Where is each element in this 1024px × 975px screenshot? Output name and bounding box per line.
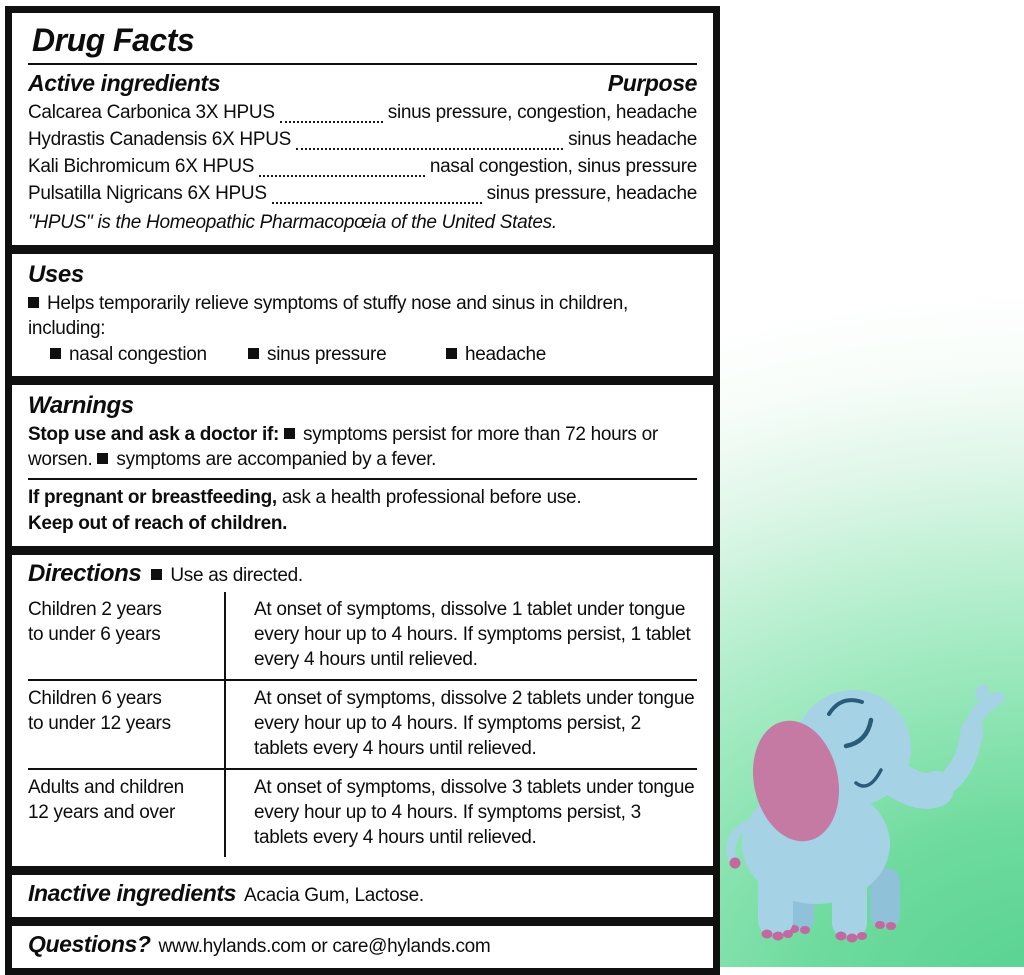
active-ingredient-row <box>28 181 697 208</box>
title-divider <box>28 63 697 65</box>
pregnant-text: ask a health professional before use. <box>281 487 582 508</box>
dot-leader <box>296 148 563 150</box>
elephant-toenail <box>800 926 810 934</box>
section-uses <box>12 245 713 376</box>
elephant-toenail <box>836 932 847 941</box>
age-line: to under 12 years <box>28 713 171 734</box>
directions-table-divider <box>224 592 226 857</box>
dot-leader <box>280 121 383 123</box>
age-line: Children 2 years <box>28 599 162 620</box>
directions-intro-line <box>151 563 303 588</box>
age-line: to under 6 years <box>28 624 161 645</box>
purpose-heading: Purpose <box>607 70 697 96</box>
ingredient-purpose: nasal congestion, sinus pressure <box>429 156 697 177</box>
uses-heading: Uses <box>28 261 84 288</box>
age-group-cell <box>28 686 224 761</box>
elephant-mascot-illustration <box>720 678 1018 954</box>
elephant-toenail <box>783 930 793 938</box>
dose-cell: At onset of symptoms, dissolve 2 tablets under tongue every hour up to 4 hours. If symptoms persist, 2 tablets every 4 hours until relieved. <box>254 688 695 759</box>
elephant-leg <box>758 862 793 936</box>
elephant-leg <box>832 868 867 938</box>
elephant-toenail <box>847 934 858 943</box>
inactive-ingredients-text: Acacia Gum, Lactose. <box>244 885 424 906</box>
section-warnings <box>12 376 713 546</box>
drug-facts-panel <box>5 6 720 975</box>
bullet-square-icon <box>28 297 39 308</box>
directions-heading: Directions <box>28 560 142 587</box>
active-ingredient-row <box>28 154 697 181</box>
directions-row <box>28 679 697 768</box>
symptom-label: headache <box>465 344 547 365</box>
pregnant-label: If pregnant or breastfeeding, <box>28 487 277 508</box>
dot-leader <box>259 175 425 177</box>
age-line: 12 years and over <box>28 802 175 823</box>
elephant-toenail <box>762 930 773 939</box>
section-active-ingredients <box>12 13 713 245</box>
ingredient-name: Pulsatilla Nigricans 6X HPUS <box>28 183 267 204</box>
age-line: Adults and children <box>28 777 184 798</box>
uses-intro-line <box>28 291 697 341</box>
symptom-label: sinus pressure <box>267 344 387 365</box>
warnings-heading: Warnings <box>28 392 134 419</box>
section-inactive-ingredients <box>12 866 713 917</box>
hpus-note: "HPUS" is the Homeopathic Pharmacopœia of the United States. <box>28 212 557 233</box>
dose-cell: At onset of symptoms, dissolve 1 tablet under tongue every hour up to 4 hours. If symptoms persist, 1 tablet every 4 hours until relieved. <box>254 599 691 670</box>
inactive-ingredients-line <box>28 880 697 908</box>
keep-away-line: Keep out of reach of children. <box>28 513 288 534</box>
questions-contact-text: www.hylands.com or care@hylands.com <box>158 936 491 957</box>
symptom-item <box>446 342 546 367</box>
ingredient-name: Hydrastis Canadensis 6X HPUS <box>28 129 291 150</box>
ingredient-purpose: sinus pressure, congestion, headache <box>387 102 697 123</box>
directions-row <box>28 768 697 857</box>
symptom-item <box>50 342 248 367</box>
section-directions <box>12 546 713 866</box>
uses-intro: Helps temporarily relieve symptoms of stuffy nose and sinus in children, including: <box>28 293 629 339</box>
section-questions <box>12 917 713 968</box>
symptom-label: nasal congestion <box>69 344 207 365</box>
ingredient-name: Kali Bichromicum 6X HPUS <box>28 156 255 177</box>
inactive-ingredients-heading: Inactive ingredients <box>28 880 237 906</box>
questions-line <box>28 931 697 959</box>
elephant-toenail <box>886 922 896 930</box>
active-ingredient-row <box>28 127 697 154</box>
stop-use-item: symptoms are accompanied by a fever. <box>116 449 437 470</box>
active-ingredients-header <box>28 70 697 97</box>
age-line: Children 6 years <box>28 688 162 709</box>
dot-leader <box>272 202 482 204</box>
age-group-cell <box>28 597 224 672</box>
bullet-square-icon <box>50 348 61 359</box>
active-ingredients-heading: Active ingredients <box>28 70 221 96</box>
bullet-square-icon <box>248 348 259 359</box>
pregnant-line <box>28 485 697 510</box>
stop-use-item: symptoms persist for more than 72 hours or worsen. <box>28 424 658 470</box>
ingredient-name: Calcarea Carbonica 3X HPUS <box>28 102 275 123</box>
uses-symptom-list <box>28 342 697 367</box>
directions-table <box>28 592 697 857</box>
directions-row <box>28 592 697 679</box>
directions-heading-line <box>28 560 697 588</box>
stop-use-label: Stop use and ask a doctor if: <box>28 424 280 445</box>
questions-heading: Questions? <box>28 931 151 957</box>
panel-title: Drug Facts <box>32 22 195 58</box>
ingredient-purpose: sinus headache <box>568 129 697 150</box>
symptom-item <box>248 342 446 367</box>
elephant-toenail <box>773 932 784 941</box>
elephant-toenail <box>857 932 867 940</box>
bullet-square-icon <box>284 428 295 439</box>
ingredient-purpose: sinus pressure, headache <box>486 183 697 204</box>
bullet-square-icon <box>446 348 457 359</box>
age-group-cell <box>28 775 224 850</box>
warnings-divider <box>28 478 697 480</box>
elephant-toenail <box>875 921 885 929</box>
dose-cell: At onset of symptoms, dissolve 3 tablets under tongue every hour up to 4 hours. If symptoms persist, 3 tablets every 4 hours until relieved. <box>254 777 695 848</box>
stop-use-paragraph <box>28 422 697 472</box>
elephant-tail-tip <box>730 858 741 869</box>
directions-intro: Use as directed. <box>170 565 303 586</box>
active-ingredient-row <box>28 100 697 127</box>
bullet-square-icon <box>151 569 162 580</box>
bullet-square-icon <box>97 453 108 464</box>
